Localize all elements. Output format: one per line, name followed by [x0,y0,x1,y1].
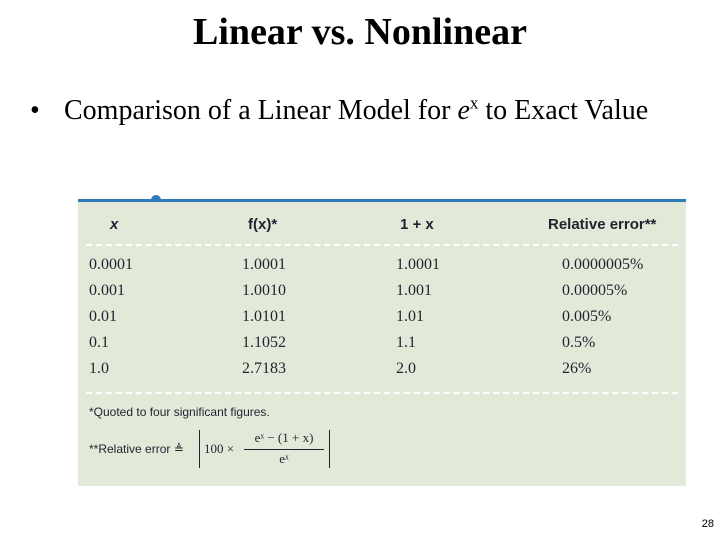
cell-fx: 2.7183 [242,360,286,377]
header-linear: 1 + x [400,216,434,233]
bullet-exponent: x [469,93,479,113]
fraction-bar [244,449,324,450]
abs-bar-left [199,430,200,468]
cell-fx: 1.0010 [242,282,286,299]
bullet-marker: • [30,95,40,126]
header-relative-error: Relative error** [548,216,657,233]
header-x: x [110,216,119,233]
formula-label: **Relative error ≜ [89,442,184,456]
abs-bar-right [329,430,330,468]
table-row [78,360,686,386]
footer-divider [86,392,678,394]
table-row [78,282,686,308]
cell-linear: 1.001 [396,282,432,299]
defined-as-symbol: ≜ [173,442,184,456]
bullet-text-after: to Exact Value [478,95,649,126]
cell-x: 0.001 [89,282,125,299]
cell-x: 0.01 [89,308,117,325]
footnote-significant-figures: *Quoted to four significant figures. [89,405,270,419]
bullet-point [30,94,690,128]
bullet-base: e [457,95,470,126]
table-row [78,308,686,334]
cell-relative-error: 0.5% [562,334,596,351]
comparison-table [78,202,686,486]
formula-denominator: eˣ [279,451,289,466]
cell-relative-error: 0.00005% [562,282,628,299]
formula-prefix: 100 × [204,441,235,456]
cell-x: 0.1 [89,334,109,351]
bullet-text [64,94,690,128]
cell-x: 1.0 [89,360,109,377]
cell-fx: 1.0101 [242,308,286,325]
cell-relative-error: 26% [562,360,592,377]
cell-relative-error: 0.005% [562,308,612,325]
cell-x: 0.0001 [89,256,133,273]
cell-linear: 2.0 [396,360,416,377]
bullet-text-before: Comparison of a Linear Model for [64,95,458,126]
page-number: 28 [701,518,714,530]
table-row [78,334,686,360]
cell-relative-error: 0.0000005% [562,256,644,273]
cell-linear: 1.01 [396,308,424,325]
cell-linear: 1.0001 [396,256,440,273]
formula-numerator: eˣ − (1 + x) [254,430,314,445]
cell-linear: 1.1 [396,334,416,351]
table-row [78,256,686,282]
cell-fx: 1.0001 [242,256,286,273]
cell-fx: 1.1052 [242,334,286,351]
slide-title: Linear vs. Nonlinear [193,11,527,53]
header-divider [86,244,678,246]
header-fx: f(x)* [248,216,278,233]
